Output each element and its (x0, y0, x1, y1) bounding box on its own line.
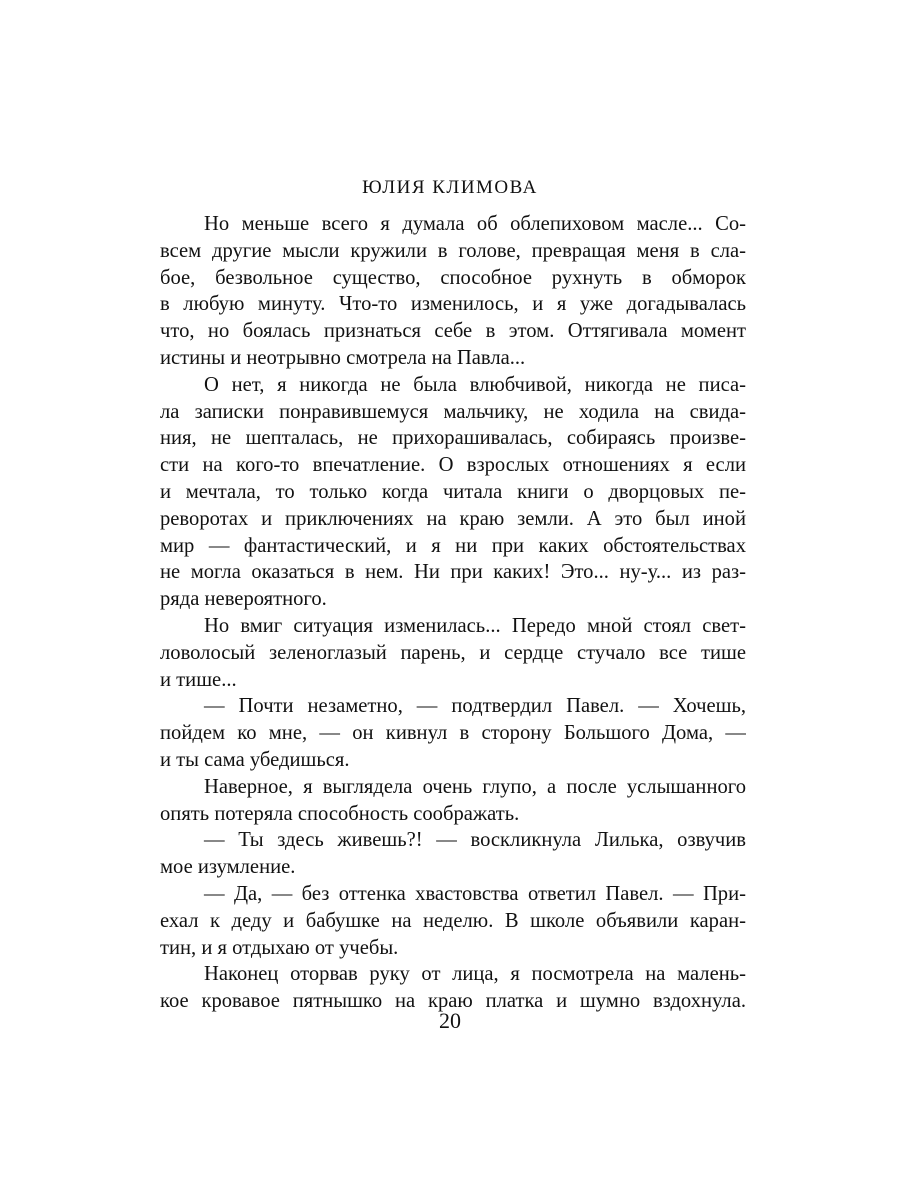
text-line: и тише... (160, 668, 237, 691)
page-number: 20 (439, 1008, 461, 1033)
text-line: Но вмиг ситуация изменилась... Передо мной стоял свет- (204, 614, 746, 637)
text-line: опять потеряла способность соображать. (160, 802, 520, 825)
text-line: ла записки понравившемуся мальчику, не ходила на свида- (160, 400, 746, 423)
text-line: Наконец оторвав руку от лица, я посмотрела на малень- (204, 963, 746, 986)
running-head-author: ЮЛИЯ КЛИМОВА (362, 177, 538, 198)
text-line: мое изумление. (160, 856, 296, 879)
text-line: Но меньше всего я думала об облепиховом масле... Со- (204, 213, 746, 235)
text-line: Наверное, я выглядела очень глупо, а после услышанного (204, 775, 746, 798)
text-line: — Ты здесь живешь?! — воскликнула Лилька, озвучив (204, 829, 746, 852)
paragraph (160, 211, 746, 372)
text-line: О нет, я никогда не была влюбчивой, никогда не писа- (204, 373, 746, 396)
paragraph (160, 693, 746, 773)
text-line: в любую минуту. Что-то изменилось, и я уже догадывалась (160, 293, 746, 316)
text-line: ехал к деду и бабушке на неделю. В школе объявили каран- (160, 909, 746, 932)
text-line: истины и неотрывно смотрела на Павла... (160, 346, 526, 369)
text-line: сти на кого-то впечатление. О взрослых отношениях я если (160, 454, 746, 477)
text-line: не могла оказаться в нем. Ни при каких! Это... ну-у... из раз- (160, 561, 746, 584)
text-line: что, но боялась признаться себе в этом. Оттягивала момент (160, 320, 746, 343)
paragraph (160, 774, 746, 828)
text-line: бое, безвольное существо, способное рухнуть в обморок (160, 266, 746, 289)
text-line: ловолосый зеленоглазый парень, и сердце стучало все тише (160, 641, 746, 664)
text-line: пойдем ко мне, — он кивнул в сторону Большого Дома, — (160, 722, 746, 745)
body-text (160, 211, 746, 1015)
text-line: всем другие мысли кружили в голове, превращая меня в сла- (160, 239, 746, 262)
text-line: мир — фантастический, и я ни при каких обстоятельствах (160, 534, 746, 557)
text-line: — Почти незаметно, — подтвердил Павел. — Хочешь, (204, 695, 746, 718)
text-line: ния, не шепталась, не прихорашивалась, собираясь произве- (160, 427, 746, 450)
paragraph (160, 827, 746, 881)
paragraph (160, 613, 746, 693)
text-line: ряда невероятного. (160, 588, 327, 611)
paragraph (160, 372, 746, 613)
text-line: кое кровавое пятнышко на краю платка и шумно вздохнула. (160, 990, 746, 1013)
text-line: и ты сама убедишься. (160, 748, 350, 771)
text-line: реворотах и приключениях на краю земли. А это был иной (160, 507, 746, 530)
text-line: тин, и я отдыхаю от учебы. (160, 936, 399, 959)
text-line: и мечтала, то только когда читала книги о дворцовых пе- (160, 480, 746, 503)
text-line: — Да, — без оттенка хвастовства ответил Павел. — При- (204, 882, 746, 905)
paragraph (160, 881, 746, 961)
